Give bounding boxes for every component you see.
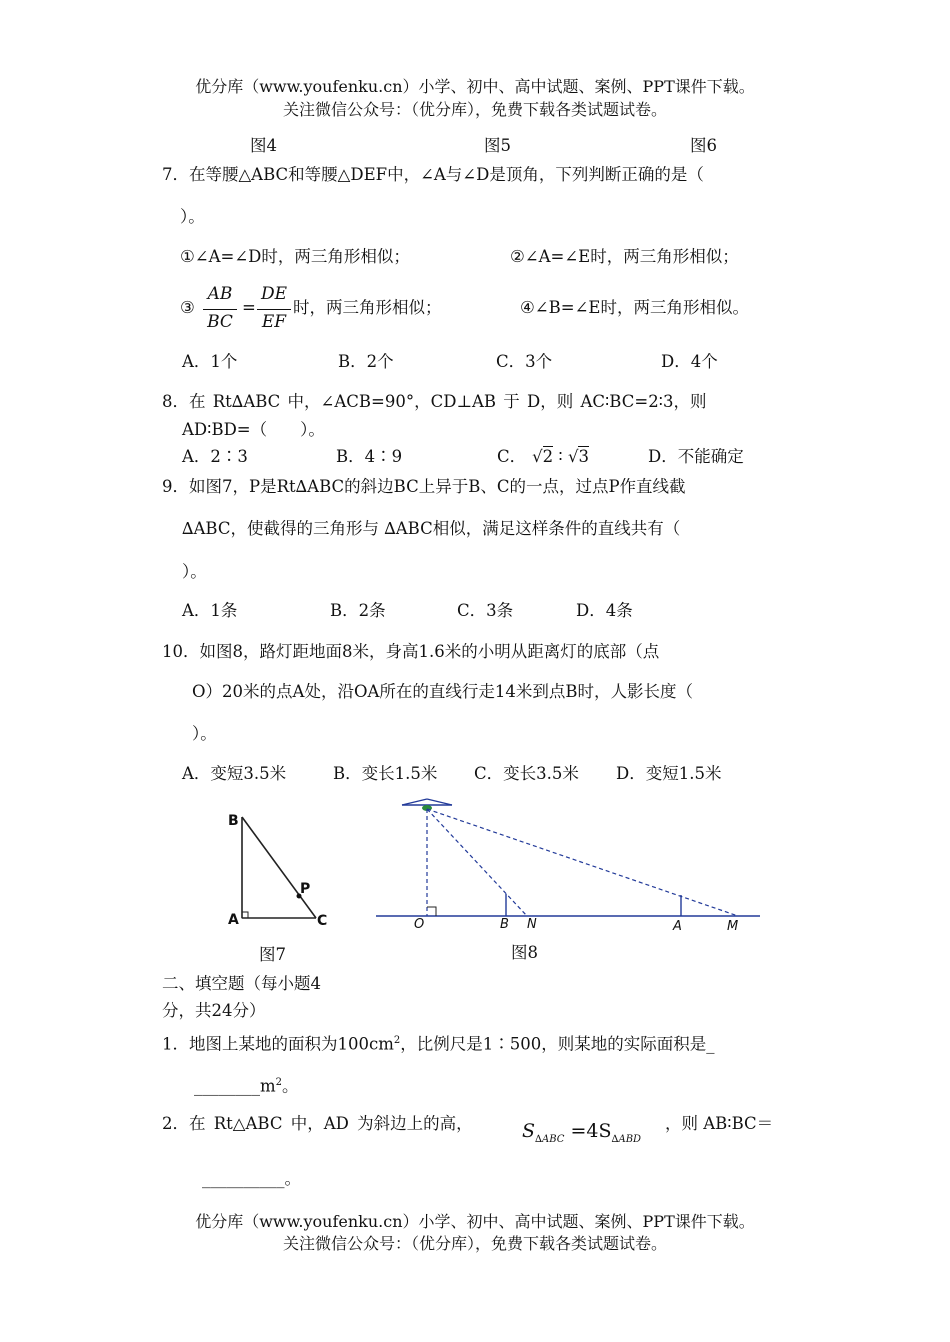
q10-line-1: 10．如图8，路灯距地面8米，身高1.6米的小明从距离灯的底部（点 — [162, 642, 660, 661]
s-subscript-abc: ∆ABC — [535, 1133, 565, 1145]
right-angle-mark — [427, 907, 436, 916]
label-a: A — [673, 919, 682, 934]
f1-end: 。 — [282, 1076, 299, 1096]
fraction-ab-bc — [203, 284, 237, 334]
f1-unit-sup: 2 — [275, 1077, 283, 1088]
q10-line-3: ）。 — [192, 724, 217, 743]
q7-choice-b: B．2个 — [338, 352, 394, 371]
s-subscript-abd: ∆ABD — [611, 1133, 642, 1145]
figure-7 — [220, 805, 340, 935]
fraction-bar — [257, 309, 291, 310]
area-equation — [522, 1120, 641, 1145]
label-p: P — [300, 881, 311, 897]
q7-option-4: ④∠B=∠E时，两三角形相似。 — [520, 298, 749, 317]
q9-line-1: 9．如图7，P是Rt∆ABC的斜边BC上异于B、C的一点，过点P作直线截 — [162, 477, 686, 496]
footer-line-1: 优分库（www.youfenku.cn）小学、初中、高中试题、案例、PPT课件下载。 — [195, 1212, 755, 1231]
label-b: B — [228, 813, 239, 829]
header-line-2: 关注微信公众号：（优分库），免费下载各类试题试卷。 — [282, 100, 667, 119]
f1-blank[interactable]: ________ — [194, 1076, 260, 1096]
q10-line-2: O）20米的点A处，沿OA所在的直线行走14米到点B时，人影长度（ — [192, 682, 694, 701]
label-a: A — [228, 912, 239, 928]
light-ray-to-m — [427, 809, 738, 916]
q10-choice-d: D．变短1.5米 — [616, 764, 722, 783]
ratio-colon: ∶ — [558, 447, 563, 466]
q9-line-2: ∆ABC，使截得的三角形与 ∆ABC相似，满足这样条件的直线共有（ — [182, 519, 681, 538]
label-c: C — [317, 913, 328, 929]
fraction-numerator: DE — [260, 284, 288, 304]
f1-text-2: ，比例尺是1∶500，则某地的实际面积是_ — [400, 1034, 715, 1054]
q7-choice-d: D．4个 — [661, 352, 718, 371]
fraction-de-ef — [257, 284, 291, 334]
footer-line-2: 关注微信公众号：（优分库），免费下载各类试题试卷。 — [282, 1234, 667, 1253]
fig4-label: 图4 — [250, 136, 277, 155]
fill-question-2-answer — [202, 1167, 301, 1191]
q8-stem-end: AD∶BD=（ ）。 — [182, 420, 325, 439]
q7-option-3-prefix: ③ — [180, 298, 195, 317]
equals-sign: = — [242, 298, 256, 317]
radicand-3: 3 — [578, 447, 589, 466]
figure-8 — [370, 795, 765, 935]
figure-8-caption: 图8 — [511, 943, 538, 962]
q10-choice-c: C．变长3.5米 — [474, 764, 579, 783]
q10-choice-a: A．变短3.5米 — [182, 764, 287, 783]
q10-choice-b: B．变长1.5米 — [333, 764, 438, 783]
q9-choice-b: B．2条 — [330, 601, 386, 620]
q7-stem: 7．在等腰△ABC和等腰△DEF中，∠A与∠D是顶角，下列判断正确的是（ — [162, 165, 704, 184]
fill-question-2: 2．在 Rt△ABC 中，AD 为斜边上的高， — [162, 1114, 473, 1133]
right-angle-mark — [242, 912, 248, 918]
label-m: M — [727, 919, 739, 934]
radicand-2: 2 — [542, 447, 554, 466]
figure-7-caption: 图7 — [259, 945, 286, 964]
q9-choice-d: D．4条 — [576, 601, 633, 620]
f1-unit: m — [260, 1076, 276, 1096]
s-symbol: S — [522, 1120, 536, 1142]
section-2-title-cont: 分，共24分） — [162, 1001, 266, 1020]
label-o: O — [414, 917, 425, 932]
q8-choice-c — [497, 445, 589, 469]
segment-bc — [242, 817, 316, 918]
q7-choice-c: C．3个 — [496, 352, 553, 371]
q8-choice-b: B．4∶9 — [336, 447, 403, 466]
light-ray-to-n — [427, 809, 527, 916]
fill-question-2-tail: ，则 AB∶BC＝ — [665, 1114, 774, 1133]
f1-text: 1．地图上某地的面积为100cm — [162, 1034, 394, 1054]
q8-choice-a: A．2∶3 — [182, 447, 248, 466]
q9-choice-c: C．3条 — [457, 601, 514, 620]
label-n: N — [527, 917, 537, 932]
q7-option-3-suffix: 时，两三角形相似； — [293, 298, 442, 317]
q7-choice-a: A．1个 — [182, 352, 238, 371]
q8-stem: 8．在 Rt∆ABC 中，∠ACB=90°，CD⊥AB 于 D，则 AC∶BC=2∶3，则 — [162, 392, 707, 411]
sqrt-symbol: √ — [567, 447, 579, 466]
equals-4s: =4S — [570, 1120, 612, 1142]
fill-question-1-answer — [194, 1071, 299, 1099]
fraction-denominator: EF — [261, 312, 287, 332]
q8-choice-d: D．不能确定 — [648, 447, 744, 466]
q9-choice-a: A．1条 — [182, 601, 238, 620]
fig6-label: 图6 — [690, 136, 717, 155]
sqrt-symbol: √ — [532, 447, 543, 466]
fraction-bar — [203, 309, 237, 310]
fraction-numerator: AB — [207, 284, 233, 304]
f2-end: 。 — [284, 1169, 301, 1188]
fraction-denominator: BC — [207, 312, 233, 332]
fill-question-1 — [162, 1029, 715, 1057]
f2-blank[interactable]: __________ — [202, 1169, 285, 1188]
label-b: B — [500, 917, 509, 932]
fig5-label: 图5 — [484, 136, 511, 155]
q7-option-1: ①∠A=∠D时，两三角形相似； — [180, 247, 410, 266]
q7-stem-end: ）。 — [180, 207, 205, 226]
q7-option-2: ②∠A=∠E时，两三角形相似； — [510, 247, 739, 266]
f1-sup: 2 — [393, 1035, 401, 1046]
header-line-1: 优分库（www.youfenku.cn）小学、初中、高中试题、案例、PPT课件下载。 — [195, 77, 755, 96]
q9-line-3: ）。 — [182, 562, 207, 581]
q8-choice-c-prefix: C． — [497, 447, 527, 466]
section-2-title: 二、填空题（每小题4 — [162, 974, 321, 993]
